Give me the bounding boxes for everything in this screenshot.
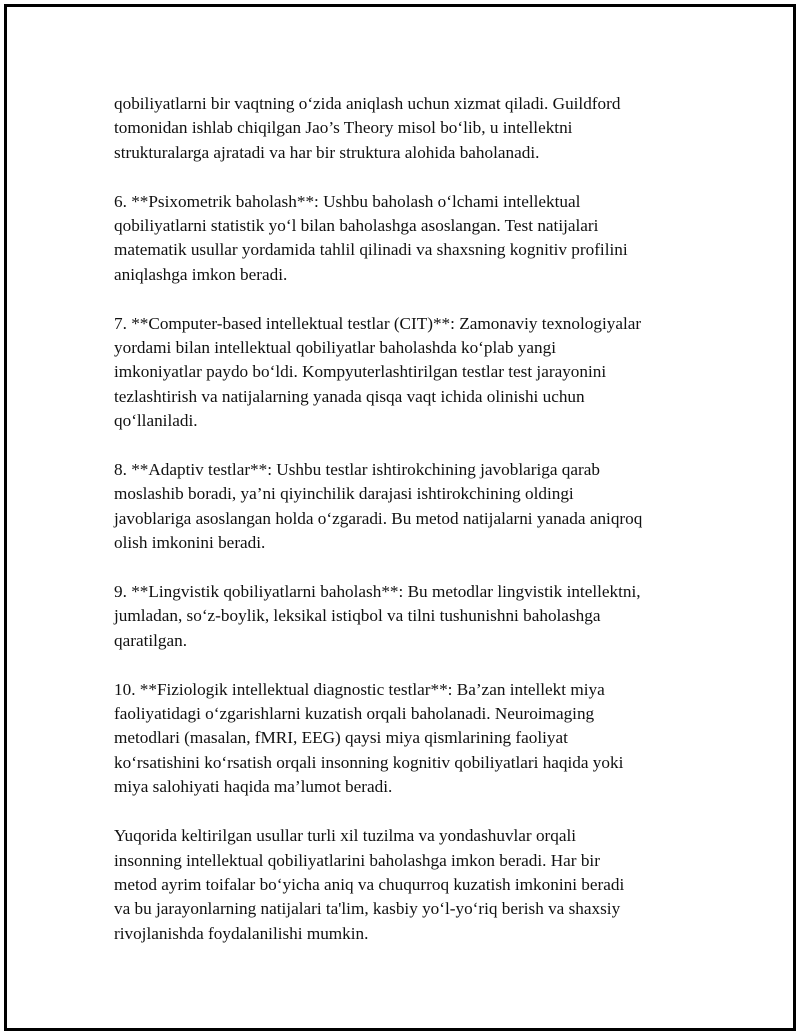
- paragraph-item-10: 10. **Fiziologik intellektual diagnostic testlar**: Ba’zan intellekt miya faoliyatidagi o‘zgarishlarni kuzatish orqali baholanadi. Neuroimaging metodlari (masalan, fMRI, EEG) qaysi miya qismlarining faoliyat ko‘rsatishini ko‘rsatish orqali insonning kognitiv qobiliyatlari haqida yoki miya salohiyati haqida ma’lumot beradi.: [114, 679, 624, 797]
- paragraph-conclusion: Yuqorida keltirilgan usullar turli xil tuzilma va yondashuvlar orqali insonning intellektual qobiliyatlarini baholashga imkon beradi. Har bir metod ayrim toifalar bo‘yicha aniq va chuqurroq kuzatish imkonini beradi va bu jarayonlarning natijalari ta'lim, kasbiy yo‘l-yo‘riq berish va shaxsiy rivojlanishda foydalanilishi mumkin.: [114, 826, 625, 943]
- document-body: [114, 92, 704, 946]
- paragraph-item-6: 6. **Psixometrik baholash**: Ushbu baholash o‘lchami intellektual qobiliyatlarni statistik yo‘l bilan baholashga asoslangan. Test natijalari matematik usullar yordamida tahlil qilinadi va shaxsning kognitiv profilini aniqlashga imkon beradi.: [114, 191, 628, 284]
- paragraph-intro-continuation: qobiliyatlarni bir vaqtning o‘zida aniqlash uchun xizmat qiladi. Guildford tomonidan ishlab chiqilgan Jao’s Theory misol bo‘lib, u intellektni strukturalarga ajratadi va har bir struktura alohida baholanadi.: [114, 94, 621, 162]
- paragraph-item-7: 7. **Computer-based intellektual testlar (CIT)**: Zamonaviy texnologiyalar yordami bilan intellektual qobiliyatlar baholashda ko‘plab yangi imkoniyatlar paydo bo‘ldi. Kompyuterlashtirilgan testlar test jarayonini tezlashtirish va natijalarning yanada qisqa vaqt ichida olinishi uchun qo‘llaniladi.: [114, 313, 642, 431]
- paragraph-item-8: 8. **Adaptiv testlar**: Ushbu testlar ishtirokchining javoblariga qarab moslashib boradi, ya’ni qiyinchilik darajasi ishtirokchining oldingi javoblariga asoslangan holda o‘zgaradi. Bu metod natijalarni yanada aniqroq olish imkonini beradi.: [114, 460, 643, 553]
- paragraph-item-9: 9. **Lingvistik qobiliyatlarni baholash**: Bu metodlar lingvistik intellektni, jumladan, so‘z-boylik, leksikal istiqbol va tilni tushunishni baholashga qaratilgan.: [114, 582, 641, 650]
